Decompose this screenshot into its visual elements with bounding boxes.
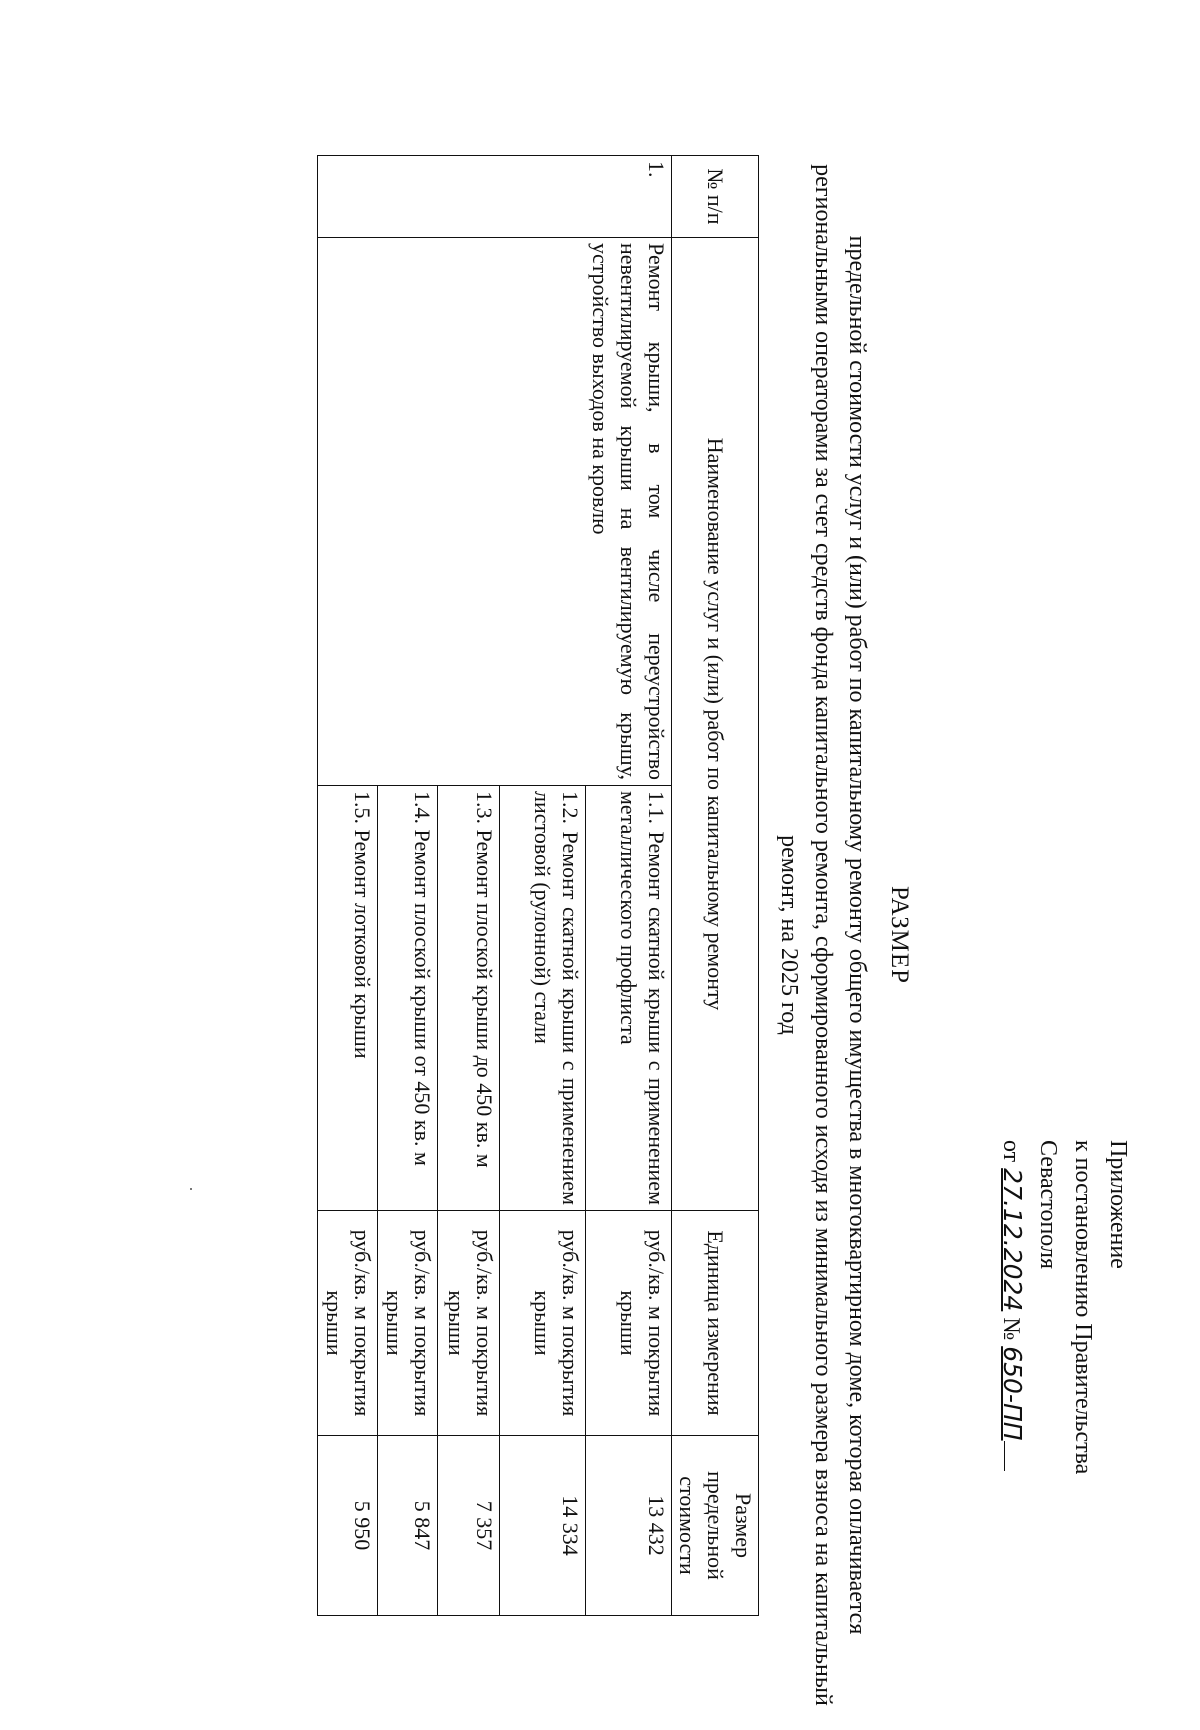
- row-unit: руб./кв. м покрытия крыши: [438, 1211, 500, 1436]
- table-row: [586, 156, 672, 1616]
- number-sign: №: [998, 1317, 1024, 1341]
- table-header-row: [672, 156, 759, 1616]
- row-name: 1.1. Ремонт скатной крыши с применением металлического профлиста: [586, 786, 672, 1211]
- row-cost: 7 357: [438, 1436, 500, 1616]
- row-name: 1.2. Ремонт скатной крыши с применением листовой (рулонной) стали: [500, 786, 586, 1211]
- group-num: 1.: [318, 156, 672, 238]
- header-unit: Единица измерения: [672, 1211, 759, 1436]
- row-cost: 5 847: [378, 1436, 438, 1616]
- underline-tail: [1004, 1441, 1027, 1471]
- document-subtitle: предельной стоимости услуг и (или) работ по капитальному ремонту общего имущества в многоквартирном доме, которая оплачивается региональными операторами за счет средств фонда капитального ремонта, сформированного исходя из минимального размера взноса на капитальный ремонт, на 2025 год: [776, 164, 870, 1706]
- resolution-ref: к постановлению Правительства: [1070, 1140, 1096, 1475]
- header-num: № п/п: [672, 156, 759, 238]
- date-prefix: от: [998, 1140, 1024, 1163]
- row-unit: руб./кв. м покрытия крыши: [318, 1211, 378, 1436]
- row-unit: руб./кв. м покрытия крыши: [378, 1211, 438, 1436]
- appendix-header: [993, 1140, 1135, 1474]
- group-name: Ремонт крыши, в том числе переустройство невентилируемой крыши на вентилируемую крышу, устройство выходов на кровлю: [318, 238, 672, 786]
- cost-table: [317, 155, 759, 1616]
- handwritten-number: 650-ПП: [998, 1346, 1027, 1441]
- row-name: 1.4. Ремонт плоской крыши от 450 кв. м: [378, 786, 438, 1211]
- handwritten-date: 27.12.2024: [998, 1168, 1027, 1312]
- row-cost: 14 334: [500, 1436, 586, 1616]
- row-name: 1.5. Ремонт лотковой крыши: [318, 786, 378, 1211]
- document-title: РАЗМЕР: [886, 885, 913, 985]
- header-name: Наименование услуг и (или) работ по капитальному ремонту: [672, 238, 759, 1211]
- row-unit: руб./кв. м покрытия крыши: [586, 1211, 672, 1436]
- city-name: Севастополя: [1035, 1140, 1061, 1269]
- header-cost: Размер предельной стоимости: [672, 1436, 759, 1616]
- row-cost: 5 950: [318, 1436, 378, 1616]
- date-number-line: [993, 1140, 1030, 1474]
- row-name: 1.3. Ремонт плоской крыши до 450 кв. м: [438, 786, 500, 1211]
- row-cost: 13 432: [586, 1436, 672, 1616]
- appendix-label: Приложение: [1105, 1140, 1131, 1269]
- row-unit: руб./кв. м покрытия крыши: [500, 1211, 586, 1436]
- rotated-content: [170, 140, 1170, 1730]
